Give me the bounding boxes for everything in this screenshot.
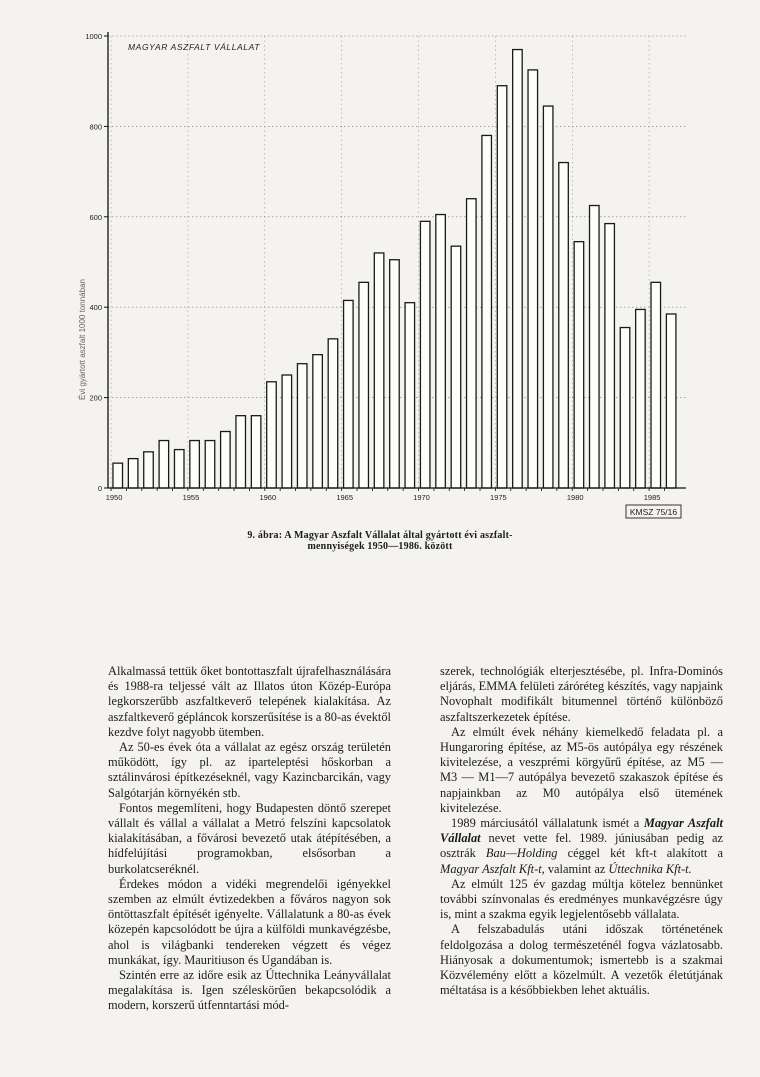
bar (144, 452, 154, 488)
x-tick-label: 1985 (643, 493, 661, 502)
y-tick-label: 200 (89, 393, 102, 403)
bar (651, 282, 661, 488)
bar (605, 224, 615, 488)
bar-chart (0, 0, 760, 520)
bar (282, 375, 292, 488)
x-tick-label: 1960 (259, 493, 277, 502)
x-tick-label: 1955 (182, 493, 200, 502)
left-column (108, 664, 391, 1014)
x-tick-label: 1980 (566, 493, 584, 502)
y-tick-label: 0 (97, 484, 102, 493)
bar (344, 300, 354, 488)
paragraph: szerek, technológiák elterjesztésébe, pl. Infra-Dominós eljárás, EMMA felületi záróréteg készítés, vagy napjaink Novophalt modifikált bitumennel történő különböző aszfaltszerkezetek építése. (440, 664, 723, 724)
chart-title: MAGYAR ASZFALT VÁLLALAT (128, 42, 261, 52)
paragraph: Fontos megemlíteni, hogy Budapesten döntő szerepet vállalt és vállal a vállalat a Metró felszíni kapcsolatok kialakításában, a fővárosi bevezető utak átépítésében, a hídfelújítási programokban, elsősorban a burkolatcseréknél. (108, 800, 391, 876)
text-run: valamint az (544, 861, 609, 876)
bar (451, 246, 461, 488)
chart-bars (113, 50, 676, 488)
text-run: céggel két kft-t alakított a (557, 846, 723, 861)
bar (267, 382, 277, 488)
right-column (440, 664, 723, 1014)
text-run: nevet vette fel. 1989. júniusában pedig az osztrák (440, 831, 723, 861)
bar (513, 50, 523, 488)
body-text (108, 664, 723, 1014)
bar (113, 463, 123, 488)
stamp (626, 505, 681, 518)
paragraph: Alkalmassá tettük őket bontottaszfalt újrafelhasználására és 1988-ra teljessé vált az Illatos úton Közép-Európa legkorszerűbb aszfaltkeverő telepének kialakítása. Az aszfaltkeverő gépláncok korszerűsítése is a 80-as évektől kezdve folyt nagyobb ütemben. (108, 664, 391, 739)
paragraph: Érdekes módon a vidéki megrendelői igényekkel szemben az elmúlt évtizedekben a főváros nagyon sok öntöttaszfalt építését igényelte. Vállalatunk a 80-as évek közepén kapcsolódott be újra a külföldi munkavégzésbe, ahol is világbanki tendereken végzett és végez munkákat, így. Mauritiuson és Ugandában is. (108, 876, 391, 967)
bar (174, 450, 184, 488)
bar (159, 441, 169, 488)
x-tick-label: 1970 (413, 493, 430, 502)
x-tick-label: 1965 (336, 493, 354, 502)
emphasis: Magyar Aszfalt Vállalat (440, 816, 723, 846)
bar (328, 339, 338, 488)
bar (205, 441, 215, 488)
bar (236, 416, 246, 488)
bar (497, 86, 507, 488)
paragraph (440, 816, 723, 877)
bar (374, 253, 384, 488)
emphasis: Úttechnika Kft-t. (608, 861, 692, 876)
bar (390, 260, 400, 488)
y-tick-label: 800 (89, 122, 102, 132)
x-tick-label: 1950 (105, 493, 123, 502)
paragraph: Az elmúlt 125 év gazdag múltja kötelez bennünket további színvonalas és eredményes munkavégzésre úgy is, mint a szakma egyik legjelentősebb vállalata. (440, 876, 723, 922)
bar (528, 70, 538, 488)
paragraph: Szintén erre az időre esik az Úttechnika Leányvállalat megalakítása is. Igen széleskörűen bekapcsolódik a modern, korszerű útfenntartási mód- (108, 968, 391, 1013)
text-run: 1989 márciusától vállalatunk ismét a (451, 816, 644, 831)
paragraph: Az 50-es évek óta a vállalat az egész ország területén működött, így pl. az iparteleptési hőskorban a sztálinvárosi építkezéseknél, vagy Kazincbarcikán, vagy Salgótarján környékén stb. (108, 740, 391, 800)
bar (420, 221, 430, 488)
bar (405, 303, 415, 488)
caption-line-2: mennyiségek 1950—1986. között (307, 541, 453, 552)
bar (313, 355, 323, 488)
stamp-label: KMSZ 75/16 (629, 507, 678, 517)
bar (359, 282, 369, 488)
bar (467, 199, 477, 488)
bar (190, 441, 200, 488)
paragraph: A felszabadulás utáni időszak történetének feldolgozása a dolog természeténél fogva vázlatosabb. Hiányosak a dokumentumok; ismertebb is a szakmai Közvélemény előtt a közelmúlt. A vezetők életútjának méltatása is a későbbiekben lehet aktuális. (440, 922, 723, 998)
bar (297, 364, 307, 488)
figure-caption (100, 530, 660, 552)
y-tick-label: 1000 (85, 32, 102, 41)
bar (543, 106, 553, 488)
bar (436, 215, 446, 488)
emphasis: Bau—Holding (485, 846, 558, 861)
paragraph: Az elmúlt évek néhány kiemelkedő feladata pl. a Hungaroring építése, az M5-ös autópálya egy részének kivitelezése, a veszprémi körgyűrű építése, az M5 — M3 — M1—7 autópálya bevezető szakaszok építése és napjainkban az M0 autópálya első ütemének kivitelezése. (440, 724, 723, 815)
bar (128, 459, 138, 488)
y-axis-label: Évi gyártott aszfalt 1000 tonnában (78, 279, 87, 400)
bar (221, 432, 231, 489)
bar (482, 135, 492, 488)
bar (574, 242, 584, 488)
bar (559, 163, 569, 488)
bar (666, 314, 676, 488)
emphasis: Magyar Aszfalt Kft-t, (440, 861, 545, 876)
y-tick-label: 400 (89, 303, 102, 313)
y-tick-label: 600 (89, 212, 102, 222)
bar (590, 206, 600, 489)
bar (620, 328, 630, 488)
bar (636, 309, 646, 488)
bar (251, 416, 261, 488)
caption-line-1: 9. ábra: A Magyar Aszfalt Vállalat által gyártott évi aszfalt- (247, 530, 513, 541)
x-tick-label: 1975 (490, 493, 507, 502)
